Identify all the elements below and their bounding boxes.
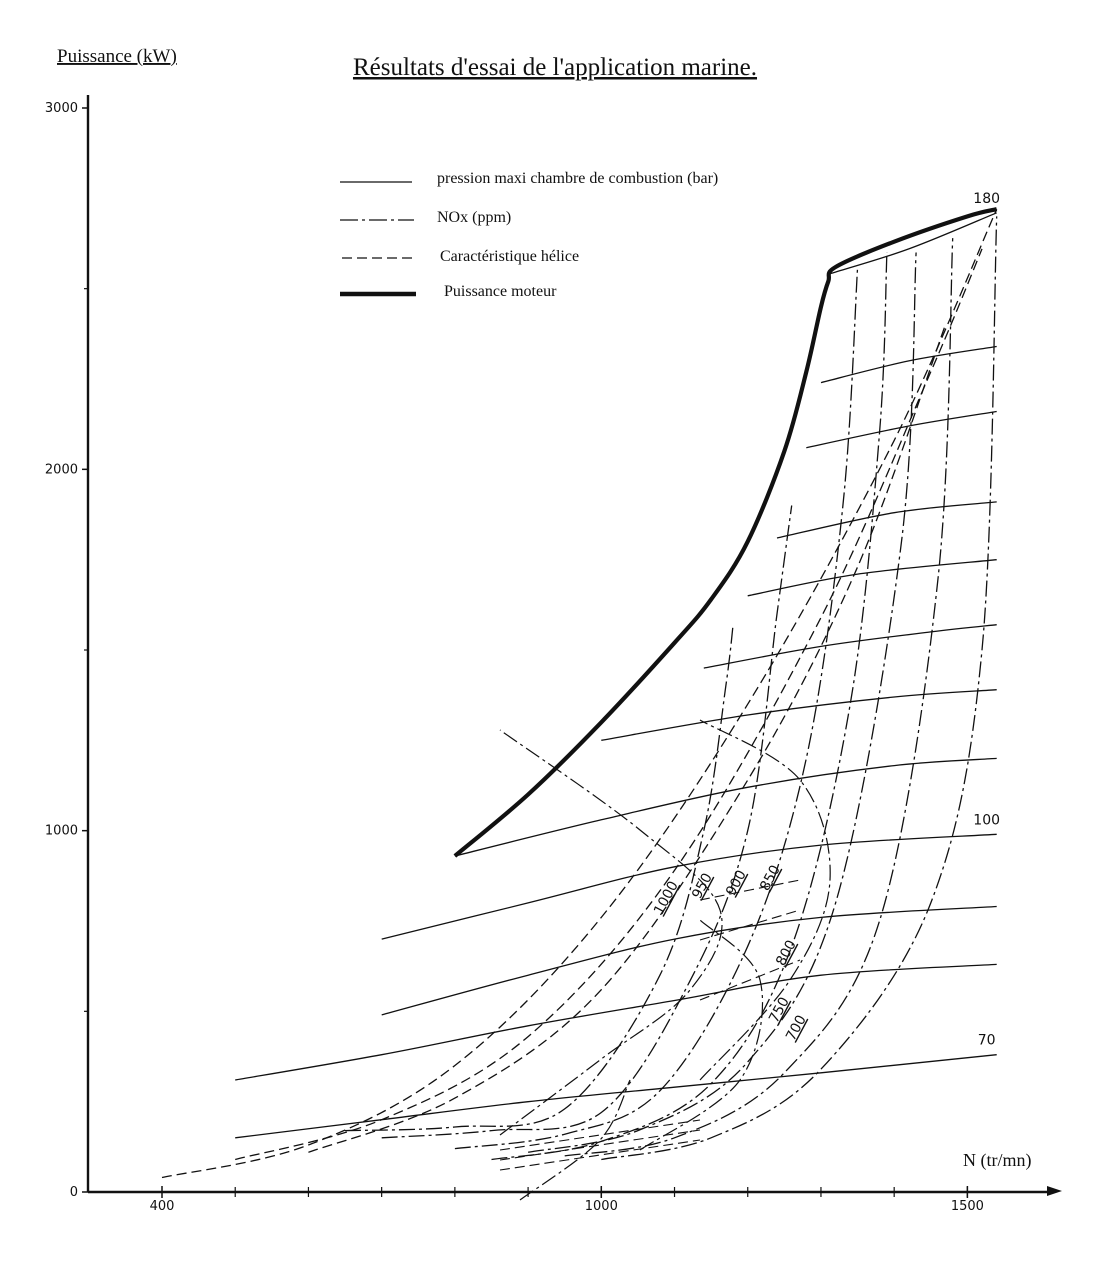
- pressure-curve-1: [235, 1055, 997, 1138]
- propeller-curve-2: [235, 249, 982, 1160]
- x-axis-label: N (tr/mn): [963, 1150, 1032, 1170]
- nox-label-950: 950: [689, 870, 716, 902]
- pressure-curve-11: [821, 347, 997, 383]
- low-speed-line: [700, 910, 800, 940]
- pressure-curve-12: [828, 213, 996, 274]
- legend-label-pressure: pression maxi chambre de combustion (bar): [437, 170, 719, 187]
- y-tick-label: 3000: [44, 101, 78, 116]
- curve-labels: [651, 191, 1000, 1049]
- nox-label-700: 700: [783, 1012, 810, 1044]
- nox-curve-1000: [345, 625, 733, 1131]
- x-tick-label: 400: [149, 1199, 175, 1214]
- x-tick-label: 1000: [584, 1199, 618, 1214]
- power-curve-line: [455, 209, 997, 856]
- propeller-curve-3: [308, 325, 945, 1153]
- y-tick-label: 1000: [44, 823, 78, 839]
- pressure-curve-7: [704, 625, 997, 668]
- nox-label-1000: 1000: [651, 878, 682, 918]
- pressure-label-70: 70: [977, 1032, 996, 1049]
- pressure-curve-2: [235, 964, 997, 1080]
- y-axis-label: Puissance (kW): [57, 46, 177, 67]
- pressure-curve-3: [382, 907, 997, 1015]
- pressure-curve-6: [601, 690, 996, 741]
- y-tick-label: 2000: [44, 462, 78, 478]
- nox-label-850: 850: [757, 862, 784, 894]
- pressure-curve-4: [382, 834, 997, 939]
- nox-curves: [345, 216, 997, 1159]
- legend-label-nox: NOx (ppm): [437, 209, 512, 226]
- nox-label-800: 800: [773, 937, 800, 969]
- legend-label-propeller: Caractéristique hélice: [440, 248, 580, 265]
- low-speed-line: [700, 880, 800, 900]
- pressure-curve-5: [455, 758, 997, 856]
- propeller-curves: [162, 209, 997, 1177]
- pressure-curve-10: [806, 412, 996, 448]
- pressure-curve-8: [748, 560, 997, 596]
- pressure-label-180: 180: [973, 190, 1001, 207]
- nox-loop: [700, 720, 830, 1080]
- power-curve: [455, 209, 997, 856]
- y-tick-label: 0: [69, 1185, 78, 1200]
- legend: [340, 170, 718, 300]
- propeller-curve-1: [162, 209, 997, 1177]
- chart-title: Résultats d'essai de l'application marine.: [352, 54, 758, 81]
- nox-label-900: 900: [723, 867, 750, 899]
- nox-curve-800: [528, 253, 916, 1153]
- legend-label-power: Puissance moteur: [444, 283, 557, 300]
- pressure-curve-9: [777, 502, 997, 538]
- pressure-label-100: 100: [973, 812, 1001, 829]
- x-tick-label: 1500: [950, 1199, 984, 1214]
- nox-label-750: 750: [766, 994, 793, 1026]
- x-axis-arrow: [1047, 1186, 1062, 1196]
